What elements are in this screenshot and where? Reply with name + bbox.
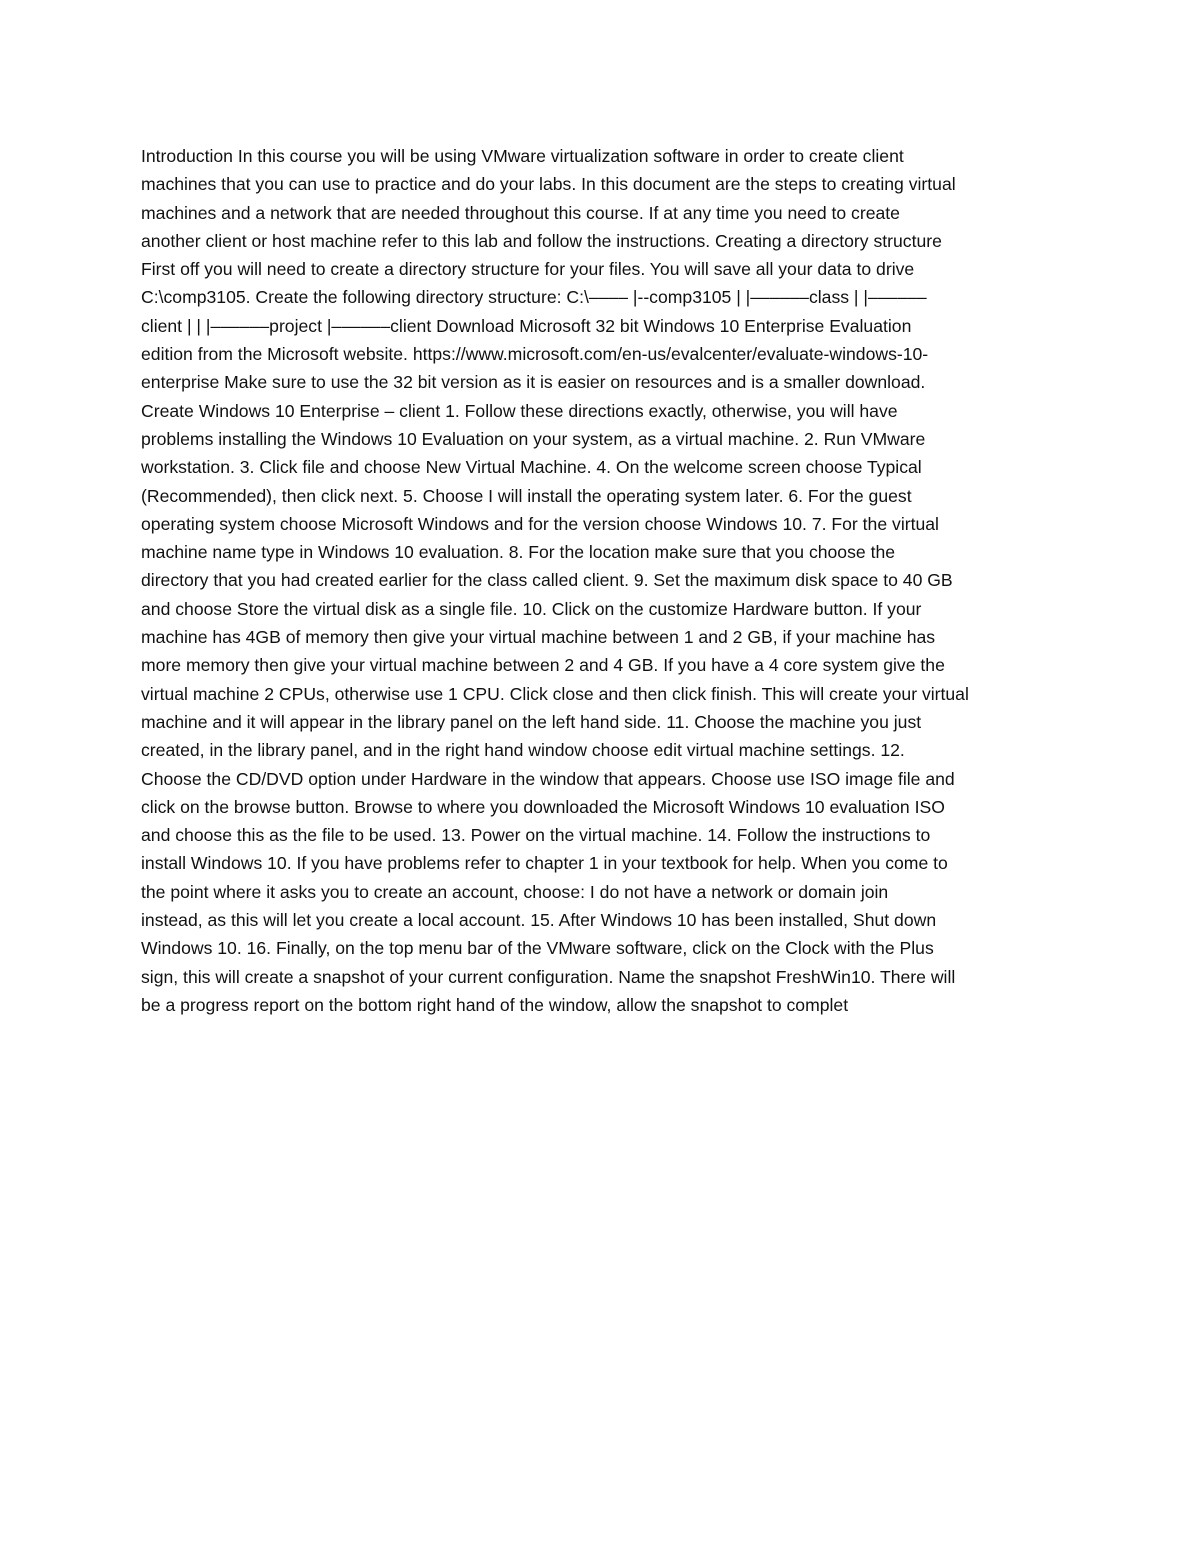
text-line: sign, this will create a snapshot of your current configuration. Name the snapshot FreshWin10. There will: [141, 966, 956, 987]
text-line: machine and it will appear in the library panel on the left hand side. 11. Choose the machine you just: [141, 711, 922, 732]
text-line: created, in the library panel, and in the right hand window choose edit virtual machine settings. 12.: [141, 740, 905, 761]
text-line: workstation. 3. Click file and choose New Virtual Machine. 4. On the welcome screen choose Typical: [141, 457, 922, 478]
text-line: Windows 10. 16. Finally, on the top menu bar of the VMware software, click on the Clock with the Plus: [141, 938, 934, 959]
text-line: Choose the CD/DVD option under Hardware in the window that appears. Choose use ISO image file and: [141, 768, 955, 789]
text-line: machines that you can use to practice and do your labs. In this document are the steps to creating virtual: [141, 174, 956, 195]
text-line: click on the browse button. Browse to where you downloaded the Microsoft Windows 10 evaluation ISO: [141, 796, 945, 817]
text-line: First off you will need to create a directory structure for your files. You will save all your data to drive: [141, 259, 915, 280]
text-line: operating system choose Microsoft Windows and for the version choose Windows 10. 7. For the virtual: [141, 513, 939, 534]
text-line: machine has 4GB of memory then give your virtual machine between 1 and 2 GB, if your machine has: [141, 627, 936, 648]
text-line: client | | |––––––project |––––––client Download Microsoft 32 bit Windows 10 Enterprise Evaluation: [141, 315, 912, 336]
text-line: Create Windows 10 Enterprise – client 1. Follow these directions exactly, otherwise, you will have: [141, 400, 898, 421]
text-line: C:\comp3105. Create the following directory structure: C:\–––– |--comp3105 | |––––––class | |––––––: [141, 287, 927, 308]
text-line: be a progress report on the bottom right hand of the window, allow the snapshot to complet: [141, 994, 849, 1015]
text-line: install Windows 10. If you have problems refer to chapter 1 in your textbook for help. When you come to: [141, 853, 948, 874]
text-line: and choose Store the virtual disk as a single file. 10. Click on the customize Hardware button. If your: [141, 598, 922, 619]
text-line: enterprise Make sure to use the 32 bit version as it is easier on resources and is a smaller download.: [141, 372, 926, 393]
body-paragraph: [141, 142, 1071, 1019]
text-line: another client or host machine refer to this lab and follow the instructions. Creating a directory structure: [141, 230, 942, 251]
text-line: machine name type in Windows 10 evaluation. 8. For the location make sure that you choose the: [141, 542, 896, 563]
text-line: problems installing the Windows 10 Evaluation on your system, as a virtual machine. 2. Run VMware: [141, 428, 926, 449]
text-line: machines and a network that are needed throughout this course. If at any time you need to create: [141, 202, 900, 223]
text-line: and choose this as the file to be used. 13. Power on the virtual machine. 14. Follow the instructions to: [141, 825, 931, 846]
text-line: more memory then give your virtual machine between 2 and 4 GB. If you have a 4 core system give the: [141, 655, 945, 676]
text-line: (Recommended), then click next. 5. Choose I will install the operating system later. 6. For the guest: [141, 485, 912, 506]
text-line: directory that you had created earlier for the class called client. 9. Set the maximum disk space to 40 GB: [141, 570, 953, 591]
text-line: instead, as this will let you create a local account. 15. After Windows 10 has been installed, Shut down: [141, 910, 937, 931]
text-line: virtual machine 2 CPUs, otherwise use 1 CPU. Click close and then click finish. This will create your virtual: [141, 683, 969, 704]
text-line: Introduction In this course you will be using VMware virtualization software in order to create client: [141, 146, 904, 166]
text-line: the point where it asks you to create an account, choose: I do not have a network or domain join: [141, 881, 889, 902]
text-line: edition from the Microsoft website. https://www.microsoft.com/en-us/evalcenter/evaluate-windows-10-: [141, 344, 929, 365]
